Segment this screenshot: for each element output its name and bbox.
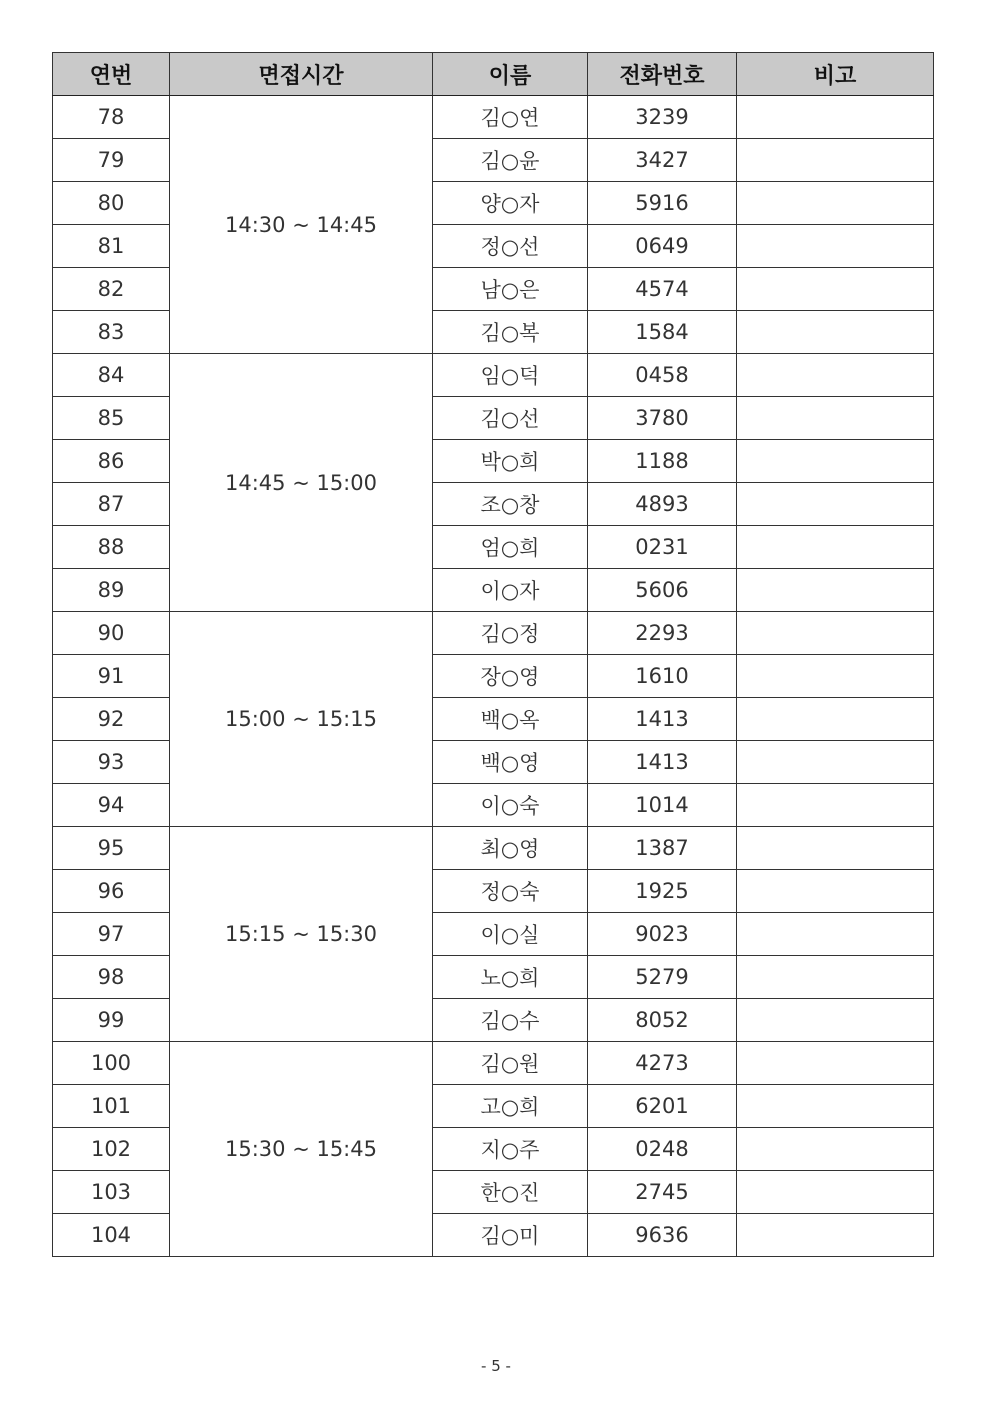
cell-name: 엄○희	[433, 526, 588, 569]
header-no: 연번	[53, 53, 170, 96]
cell-note	[737, 96, 934, 139]
cell-name: 이○숙	[433, 784, 588, 827]
cell-name: 김○선	[433, 397, 588, 440]
cell-note	[737, 225, 934, 268]
cell-no: 99	[53, 999, 170, 1042]
cell-no: 87	[53, 483, 170, 526]
cell-no: 92	[53, 698, 170, 741]
cell-name: 김○윤	[433, 139, 588, 182]
cell-name: 장○영	[433, 655, 588, 698]
cell-note	[737, 655, 934, 698]
cell-phone: 1413	[588, 741, 737, 784]
table-header	[53, 53, 934, 96]
cell-no: 83	[53, 311, 170, 354]
cell-interview-time: 14:30 ~ 14:45	[170, 96, 433, 354]
cell-phone: 5279	[588, 956, 737, 999]
cell-interview-time: 15:30 ~ 15:45	[170, 1042, 433, 1257]
cell-note	[737, 827, 934, 870]
cell-name: 김○원	[433, 1042, 588, 1085]
cell-note	[737, 354, 934, 397]
cell-note	[737, 1128, 934, 1171]
cell-phone: 9636	[588, 1214, 737, 1257]
table-row	[53, 354, 934, 397]
cell-note	[737, 784, 934, 827]
cell-phone: 0458	[588, 354, 737, 397]
cell-name: 노○희	[433, 956, 588, 999]
cell-phone: 0231	[588, 526, 737, 569]
cell-name: 김○연	[433, 96, 588, 139]
cell-note	[737, 870, 934, 913]
cell-interview-time: 14:45 ~ 15:00	[170, 354, 433, 612]
table-row	[53, 96, 934, 139]
cell-phone: 4574	[588, 268, 737, 311]
header-name: 이름	[433, 53, 588, 96]
cell-name: 최○영	[433, 827, 588, 870]
cell-name: 백○옥	[433, 698, 588, 741]
cell-phone: 6201	[588, 1085, 737, 1128]
cell-phone: 3780	[588, 397, 737, 440]
cell-note	[737, 698, 934, 741]
cell-name: 이○자	[433, 569, 588, 612]
cell-phone: 1188	[588, 440, 737, 483]
cell-note	[737, 1042, 934, 1085]
cell-phone: 1584	[588, 311, 737, 354]
cell-note	[737, 999, 934, 1042]
cell-name: 박○희	[433, 440, 588, 483]
cell-phone: 0248	[588, 1128, 737, 1171]
cell-note	[737, 569, 934, 612]
cell-no: 100	[53, 1042, 170, 1085]
cell-note	[737, 440, 934, 483]
cell-no: 104	[53, 1214, 170, 1257]
cell-phone: 3239	[588, 96, 737, 139]
cell-phone: 4893	[588, 483, 737, 526]
cell-no: 88	[53, 526, 170, 569]
cell-phone: 1925	[588, 870, 737, 913]
cell-name: 고○희	[433, 1085, 588, 1128]
cell-note	[737, 182, 934, 225]
cell-name: 김○미	[433, 1214, 588, 1257]
cell-phone: 1014	[588, 784, 737, 827]
cell-no: 90	[53, 612, 170, 655]
cell-no: 89	[53, 569, 170, 612]
cell-phone: 9023	[588, 913, 737, 956]
interview-schedule-table	[52, 52, 934, 1257]
cell-no: 96	[53, 870, 170, 913]
cell-no: 86	[53, 440, 170, 483]
cell-phone: 3427	[588, 139, 737, 182]
cell-name: 조○창	[433, 483, 588, 526]
cell-note	[737, 311, 934, 354]
cell-note	[737, 1085, 934, 1128]
cell-no: 84	[53, 354, 170, 397]
cell-name: 지○주	[433, 1128, 588, 1171]
page-number: - 5 -	[481, 1357, 511, 1375]
cell-phone: 2745	[588, 1171, 737, 1214]
table-row	[53, 612, 934, 655]
cell-no: 79	[53, 139, 170, 182]
cell-name: 김○정	[433, 612, 588, 655]
cell-note	[737, 612, 934, 655]
cell-no: 95	[53, 827, 170, 870]
header-note: 비고	[737, 53, 934, 96]
cell-no: 82	[53, 268, 170, 311]
cell-no: 80	[53, 182, 170, 225]
cell-phone: 2293	[588, 612, 737, 655]
cell-phone: 5606	[588, 569, 737, 612]
cell-name: 이○실	[433, 913, 588, 956]
cell-note	[737, 956, 934, 999]
cell-note	[737, 483, 934, 526]
cell-name: 정○선	[433, 225, 588, 268]
cell-phone: 1413	[588, 698, 737, 741]
cell-no: 85	[53, 397, 170, 440]
cell-phone: 4273	[588, 1042, 737, 1085]
table-body	[53, 96, 934, 1257]
header-row	[53, 53, 934, 96]
cell-note	[737, 139, 934, 182]
cell-note	[737, 526, 934, 569]
cell-no: 101	[53, 1085, 170, 1128]
cell-no: 98	[53, 956, 170, 999]
cell-phone: 8052	[588, 999, 737, 1042]
cell-note	[737, 268, 934, 311]
cell-interview-time: 15:00 ~ 15:15	[170, 612, 433, 827]
cell-phone: 1610	[588, 655, 737, 698]
cell-phone: 1387	[588, 827, 737, 870]
cell-name: 정○숙	[433, 870, 588, 913]
cell-phone: 0649	[588, 225, 737, 268]
cell-note	[737, 1214, 934, 1257]
cell-phone: 5916	[588, 182, 737, 225]
cell-interview-time: 15:15 ~ 15:30	[170, 827, 433, 1042]
cell-no: 91	[53, 655, 170, 698]
cell-name: 김○복	[433, 311, 588, 354]
cell-name: 임○덕	[433, 354, 588, 397]
table-row	[53, 827, 934, 870]
header-phone: 전화번호	[588, 53, 737, 96]
cell-note	[737, 1171, 934, 1214]
cell-name: 백○영	[433, 741, 588, 784]
cell-note	[737, 913, 934, 956]
cell-no: 97	[53, 913, 170, 956]
cell-name: 김○수	[433, 999, 588, 1042]
header-time: 면접시간	[170, 53, 433, 96]
cell-no: 93	[53, 741, 170, 784]
cell-note	[737, 397, 934, 440]
cell-no: 102	[53, 1128, 170, 1171]
cell-name: 한○진	[433, 1171, 588, 1214]
cell-no: 94	[53, 784, 170, 827]
cell-note	[737, 741, 934, 784]
table-row	[53, 1042, 934, 1085]
cell-no: 103	[53, 1171, 170, 1214]
cell-name: 양○자	[433, 182, 588, 225]
cell-name: 남○은	[433, 268, 588, 311]
cell-no: 78	[53, 96, 170, 139]
cell-no: 81	[53, 225, 170, 268]
